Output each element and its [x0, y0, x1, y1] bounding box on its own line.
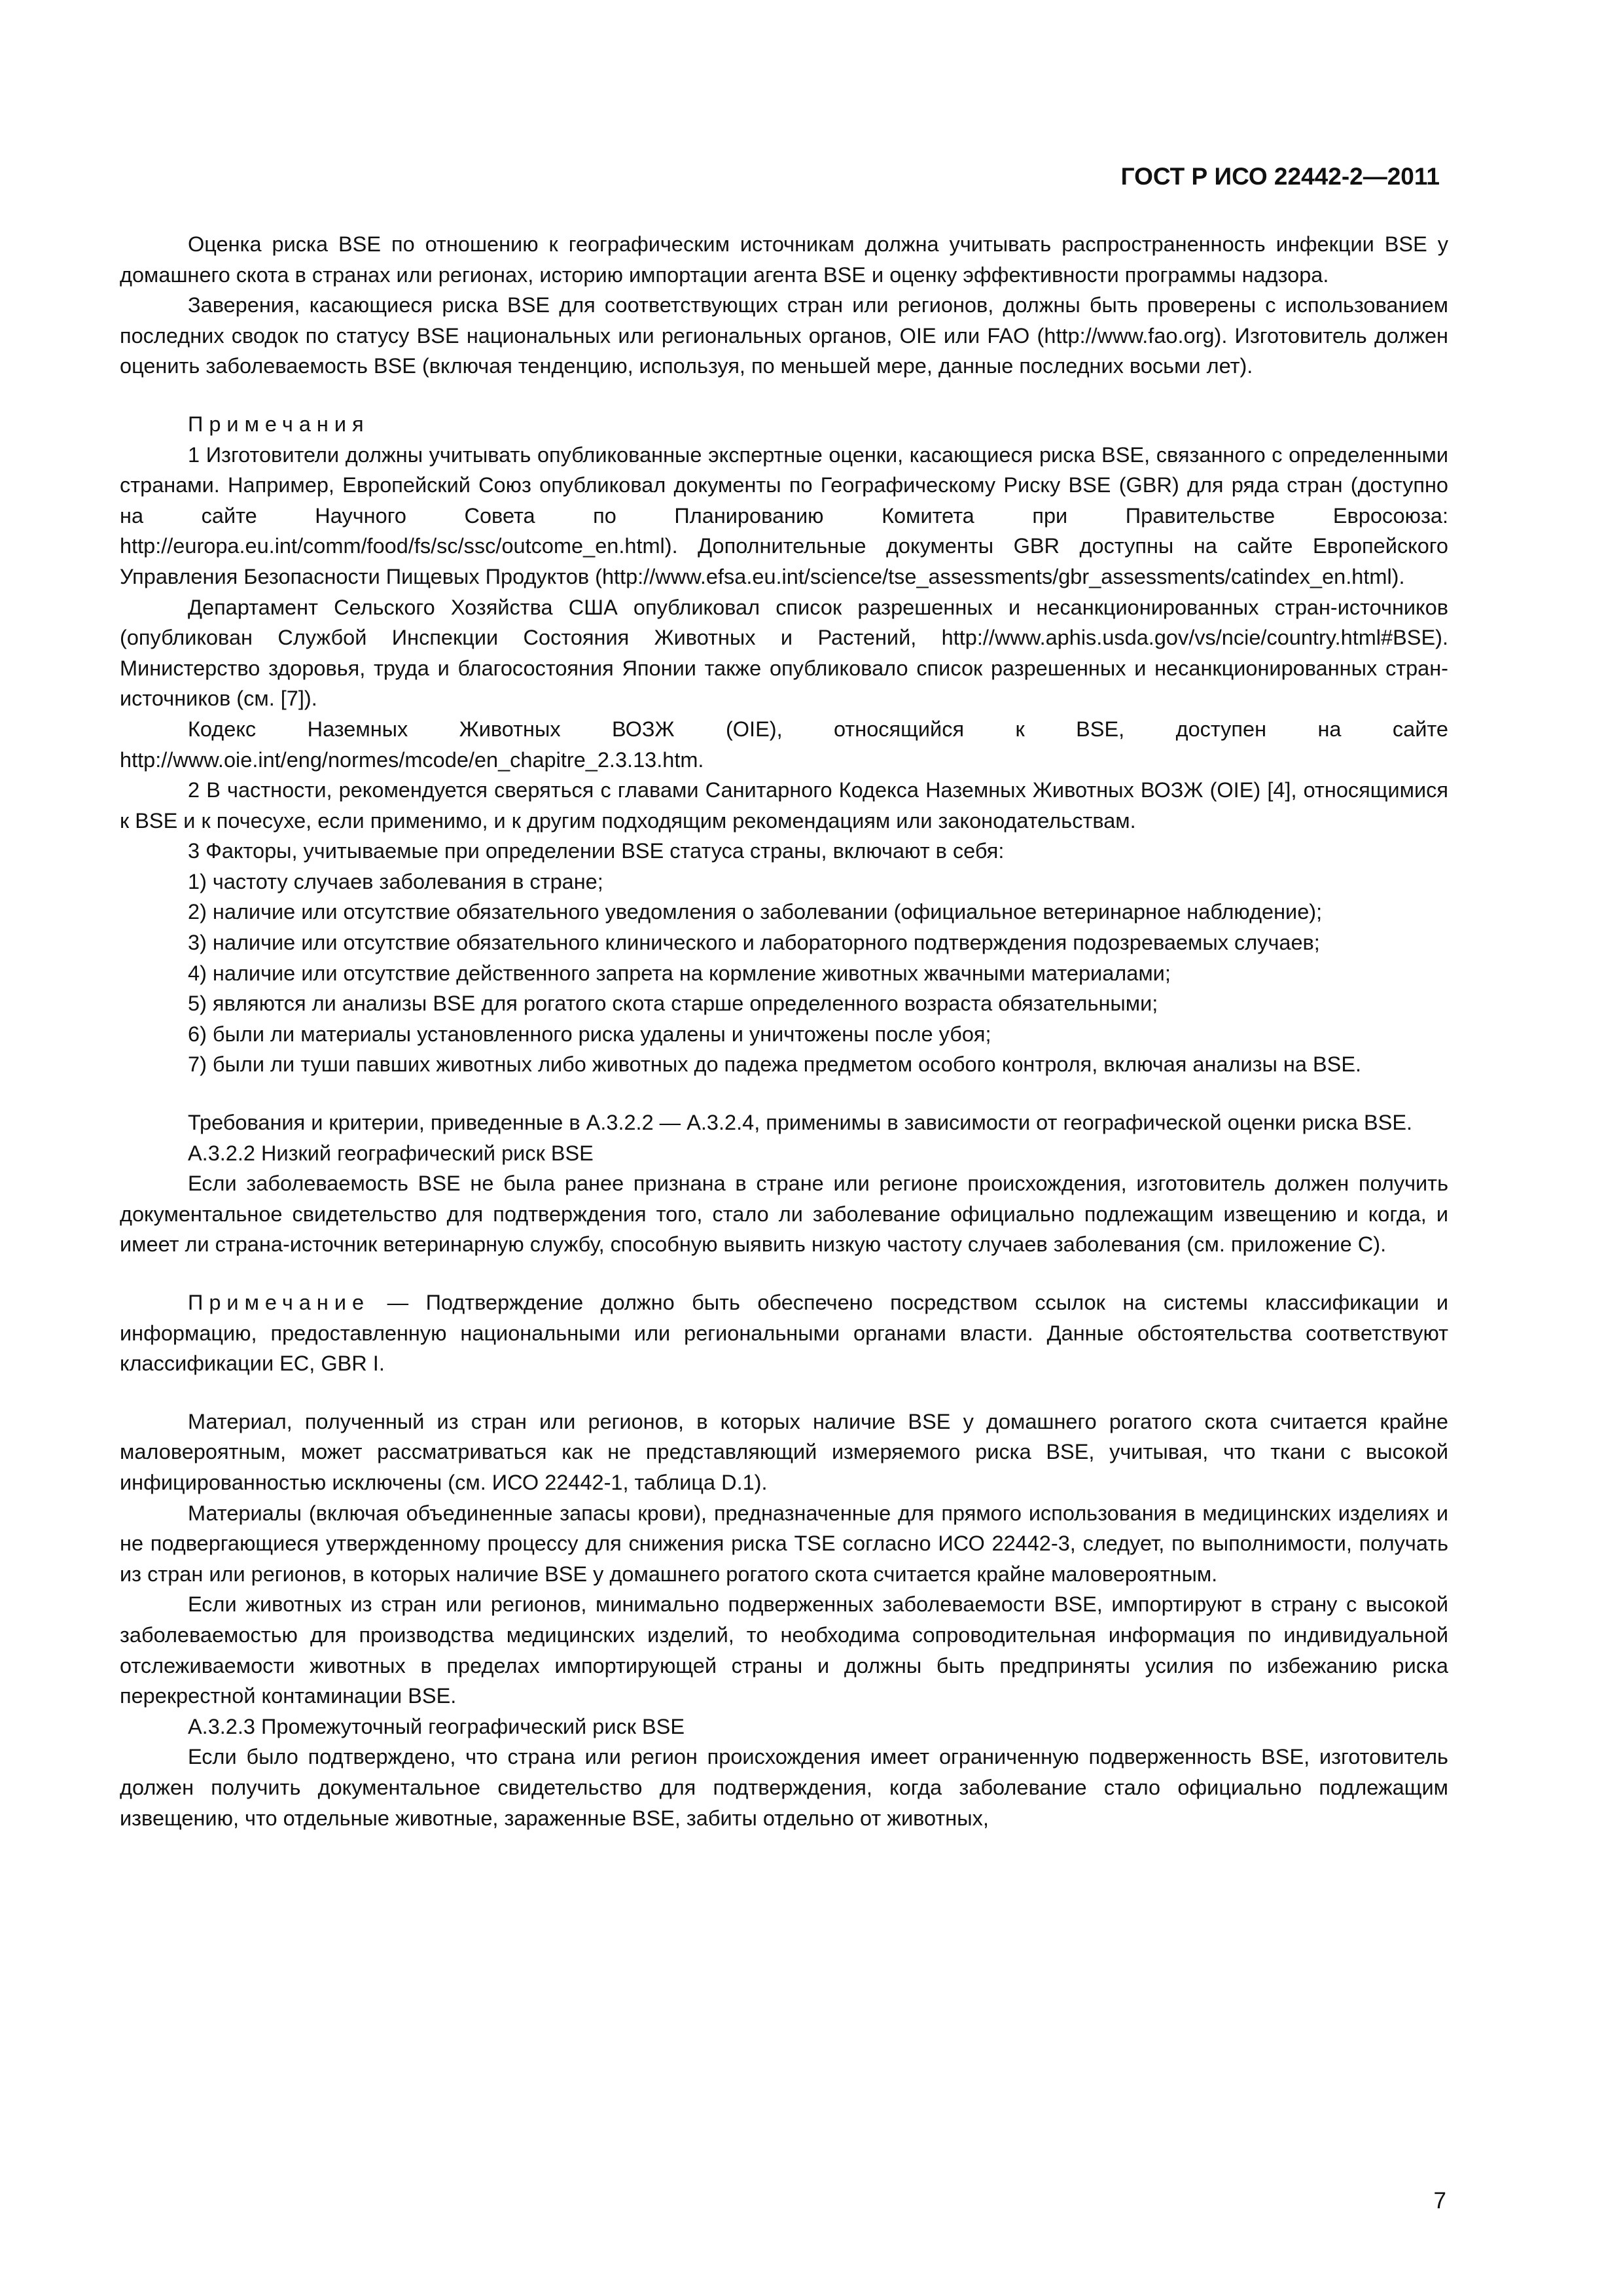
- notes-heading: Примечания: [188, 412, 370, 436]
- list-item: 2) наличие или отсутствие обязательного уведомления о заболевании (официальное ветеринарное наблюдение);: [188, 900, 1323, 924]
- list-item: 4) наличие или отсутствие действенного запрета на кормление животных жвачными материалами;: [188, 961, 1171, 985]
- note-1: 1 Изготовители должны учитывать опубликованные экспертные оценки, касающиеся риска BSE, связанного с определенными странами. Например, Европейский Союз опубликовал документы по Географическому Риску BSE (GBR) для ряда стран (доступно на сайте Научного Совета по Планированию Комитета при Правительстве Евросоюза: http://europa.eu.int/comm/food/fs/sc/ssc/outcome_en.html). Дополнительные документы GBR доступны на сайте Европейского Управления Безопасности Пищевых Продуктов (http://www.efsa.eu.int/science/tse_assessments/gbr_assessments/catindex_en.html).: [120, 442, 1448, 588]
- list-item: 6) были ли материалы установленного риска удалены и уничтожены после убоя;: [188, 1022, 991, 1046]
- standard-designation: ГОСТ Р ИСО 22442-2—2011: [1120, 163, 1440, 190]
- paragraph: Материалы (включая объединенные запасы крови), предназначенные для прямого использования в медицинских изделиях и не подвергающиеся утвержденному процессу для снижения риска TSE согласно ИСО 22442-3, следует, по выполнимости, получать из стран или регионов, в которых наличие BSE у домашнего рогатого скота считается крайне маловероятным.: [120, 1501, 1448, 1586]
- list-item: 5) являются ли анализы BSE для рогатого скота старше определенного возраста обязательными;: [188, 992, 1158, 1016]
- note-text: — Подтверждение должно быть обеспечено посредством ссылок на системы классификации и информацию, предоставленную национальными или региональными органами власти. Данные обстоятельства соответствуют классификации ЕС, GBR I.: [120, 1291, 1448, 1376]
- note-3: 3 Факторы, учитываемые при определении BSE статуса страны, включают в себя:: [188, 839, 1005, 863]
- note-2: 2 В частности, рекомендуется сверяться с главами Санитарного Кодекса Наземных Животных ВОЗЖ (OIE) [4], относящимися к BSE и к почесухе, если применимо, и к другим подходящим рекомендациям или законодательствам.: [120, 778, 1448, 833]
- list-item: 1) частоту случаев заболевания в стране;: [188, 869, 603, 893]
- list-item: 7) были ли туши павших животных либо животных до падежа предметом особого контроля, включая анализы на BSE.: [188, 1052, 1362, 1077]
- paragraph: Если заболеваемость BSE не была ранее признана в стране или регионе происхождения, изготовитель должен получить документальное свидетельство для подтверждения того, стало ли заболевание официально подлежащим извещению и когда, и имеет ли страна-источник ветеринарную службу, способную выявить низкую частоту случаев заболевания (см. приложение С).: [120, 1172, 1448, 1257]
- note-paragraph: [120, 1287, 1448, 1379]
- paragraph: Оценка риска BSE по отношению к географическим источникам должна учитывать распространенность инфекции BSE у домашнего скота в странах или регионах, историю импортации агента BSE и оценку эффективности программы надзора.: [120, 232, 1448, 287]
- list-item: 3) наличие или отсутствие обязательного клинического и лабораторного подтверждения подозреваемых случаев;: [188, 931, 1320, 955]
- paragraph: Если было подтверждено, что страна или регион происхождения имеет ограниченную подверженность BSE, изготовитель должен получить документальное свидетельство для подтверждения, когда заболевание стало официально подлежащим извещению, что отдельные животные, зараженные BSE, забиты отдельно от животных,: [120, 1745, 1448, 1830]
- page-number: 7: [1433, 2188, 1446, 2214]
- note-paragraph: Департамент Сельского Хозяйства США опубликовал список разрешенных и несанкционированных стран-источников (опубликован Службой Инспекции Состояния Животных и Растений, http://www.aphis.usda.gov/vs/ncie/country.html#BSE). Министерство здоровья, труда и благосостояния Японии также опубликовало список разрешенных и несанкционированных стран-источников (см. [7]).: [120, 595, 1448, 711]
- paragraph: Если животных из стран или регионов, минимально подверженных заболеваемости BSE, импортируют в страну с высокой заболеваемостью для производства медицинских изделий, то необходима сопроводительная информация по индивидуальной отслеживаемости животных в пределах импортирующей страны и должны быть предприняты усилия по избежанию риска перекрестной контаминации BSE.: [120, 1592, 1448, 1708]
- paragraph: Заверения, касающиеся риска BSE для соответствующих стран или регионов, должны быть проверены с использованием последних сводок по статусу BSE национальных или региональных органов, OIE или FAO (http://www.fao.org). Изготовитель должен оценить заболеваемость BSE (включая тенденцию, используя, по меньшей мере, данные последних восьми лет).: [120, 293, 1448, 378]
- paragraph: Материал, полученный из стран или регионов, в которых наличие BSE у домашнего рогатого скота считается крайне маловероятным, может рассматриваться как не представляющий измеряемого риска BSE, учитывая, что ткани с высокой инфицированностью исключены (см. ИСО 22442-1, таблица D.1).: [120, 1409, 1448, 1494]
- note-label: Примечание: [188, 1291, 370, 1314]
- section-heading: А.3.2.2 Низкий географический риск BSE: [188, 1141, 594, 1165]
- document-body: [120, 229, 1448, 1833]
- note-paragraph: Кодекс Наземных Животных ВОЗЖ (OIE), относящийся к BSE, доступен на сайте http://www.oie.int/eng/normes/mcode/en_chapitre_2.3.13.htm.: [120, 717, 1448, 772]
- section-heading: А.3.2.3 Промежуточный географический риск BSE: [188, 1714, 685, 1738]
- paragraph: Требования и критерии, приведенные в А.3.2.2 — А.3.2.4, применимы в зависимости от географической оценки риска BSE.: [188, 1111, 1413, 1135]
